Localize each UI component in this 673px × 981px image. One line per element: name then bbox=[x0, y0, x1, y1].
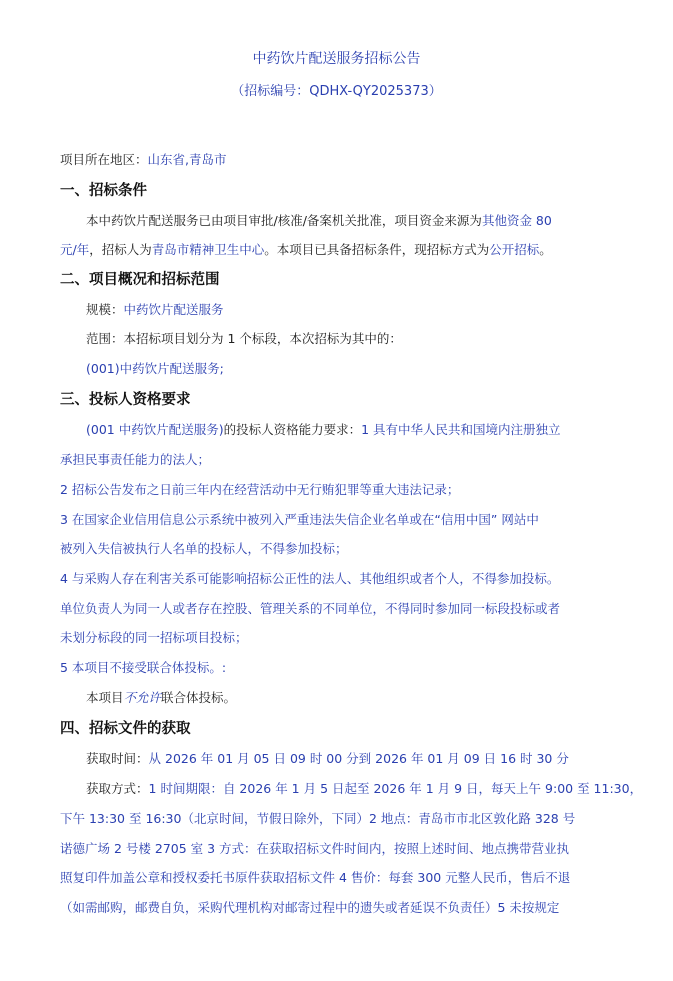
consortium-status: 不允许 bbox=[123, 690, 162, 705]
time-value: 从 2026 年 01 月 05 日 09 时 00 分到 2026 年 01 月 09 日 16 时 30 分 bbox=[148, 751, 569, 766]
s1-funding-source: 其他资金 80 bbox=[481, 213, 552, 228]
s1-p1a: 本中药饮片配送服务已由项目审批/核准/备案机关批准，项目资金来源为 bbox=[86, 213, 482, 228]
section-2-heading: 二、项目概况和招标范围 bbox=[60, 272, 220, 288]
region-label: 项目所在地区： bbox=[60, 152, 148, 167]
scale-value: 中药饮片配送服务 bbox=[123, 302, 224, 317]
tender-code-suffix: ） bbox=[428, 84, 442, 99]
s4-time bbox=[86, 749, 569, 767]
section-4-heading: 四、招标文件的获取 bbox=[60, 721, 191, 737]
s4-way-5: （如需邮购，邮费自负，采购代理机构对邮寄过程中的遗失或者延误不负责任）5 未按规定 bbox=[60, 900, 560, 915]
s1-p2b: ，招标人为 bbox=[89, 242, 152, 257]
s1-tenderer: 青岛市精神卫生中心 bbox=[151, 242, 265, 257]
section-1-heading: 一、招标条件 bbox=[60, 183, 147, 199]
s2-lot: (001)中药饮片配送服务; bbox=[86, 361, 224, 376]
scale-label: 规模： bbox=[86, 302, 124, 317]
region-value: 山东省,青岛市 bbox=[147, 152, 227, 167]
s3-line-6: 4 与采购人存在利害关系可能影响招标公正性的法人、其他组织或者个人，不得参加投标。 bbox=[60, 571, 560, 586]
tender-code-prefix: （招标编号： bbox=[231, 84, 310, 99]
s1-funding-unit: 元/年 bbox=[60, 242, 90, 257]
tender-code-value: QDHX-QY2025373 bbox=[309, 84, 429, 99]
s3-lot-ref: (001 中药饮片配送服务) bbox=[86, 422, 224, 437]
consortium-a: 本项目 bbox=[86, 690, 124, 705]
consortium-c: 联合体投标。 bbox=[161, 690, 237, 705]
s3-line-4: 3 在国家企业信用信息公示系统中被列入严重违法失信企业名单或在“信用中国” 网站中 bbox=[60, 512, 539, 527]
project-region bbox=[60, 150, 227, 168]
page-title: 中药饮片配送服务招标公告 bbox=[252, 51, 421, 67]
s4-way-3: 诺德广场 2 号楼 2705 室 3 方式：在获取招标文件时间内，按照上述时间、地点携带营业执 bbox=[60, 841, 570, 856]
way-line-1: 1 时间期限：自 2026 年 1 月 5 日起至 2026 年 1 月 9 日，每天上午 9:00 至 11:30， bbox=[148, 781, 643, 796]
s1-line-1 bbox=[86, 211, 552, 229]
s3-line-7: 单位负责人为同一人或者存在控股、管理关系的不同单位，不得同时参加同一标段投标或者 bbox=[60, 601, 561, 616]
time-label: 获取时间： bbox=[86, 751, 149, 766]
s2-scale bbox=[86, 300, 224, 318]
s3-consortium bbox=[86, 688, 236, 706]
s3-line-9: 5 本项目不接受联合体投标。: bbox=[60, 660, 227, 675]
s3-l1b: 的投标人资格能力要求： bbox=[223, 422, 362, 437]
tender-code bbox=[0, 80, 673, 99]
s2-range: 范围：本招标项目划分为 1 个标段，本次招标为其中的： bbox=[86, 331, 402, 346]
s1-p2f: 。 bbox=[539, 242, 552, 257]
s1-tender-method: 公开招标 bbox=[489, 242, 540, 257]
s4-way-4: 照复印件加盖公章和授权委托书原件获取招标文件 4 售价：每套 300 元整人民币，售后不退 bbox=[60, 870, 571, 885]
s3-line-1 bbox=[86, 420, 561, 438]
s3-line-8: 未划分标段的同一招标项目投标； bbox=[60, 630, 248, 645]
s3-line-5: 被列入失信被执行人名单的投标人，不得参加投标； bbox=[60, 541, 348, 556]
s3-line-2: 承担民事责任能力的法人； bbox=[60, 452, 211, 467]
way-label: 获取方式： bbox=[86, 781, 149, 796]
s4-way-1 bbox=[86, 779, 642, 797]
s3-line-3: 2 招标公告发布之日前三年内在经营活动中无行贿犯罪等重大违法记录； bbox=[60, 482, 460, 497]
section-3-heading: 三、投标人资格要求 bbox=[60, 392, 191, 408]
s4-way-2: 下午 13:30 至 16:30（北京时间，节假日除外，下同）2 地点：青岛市市北区敦化路 328 号 bbox=[60, 811, 576, 826]
s3-req-1a: 1 具有中华人民共和国境内注册独立 bbox=[361, 422, 561, 437]
s1-p2d: 。本项目已具备招标条件，现招标方式为 bbox=[264, 242, 490, 257]
s1-line-2 bbox=[60, 240, 552, 258]
